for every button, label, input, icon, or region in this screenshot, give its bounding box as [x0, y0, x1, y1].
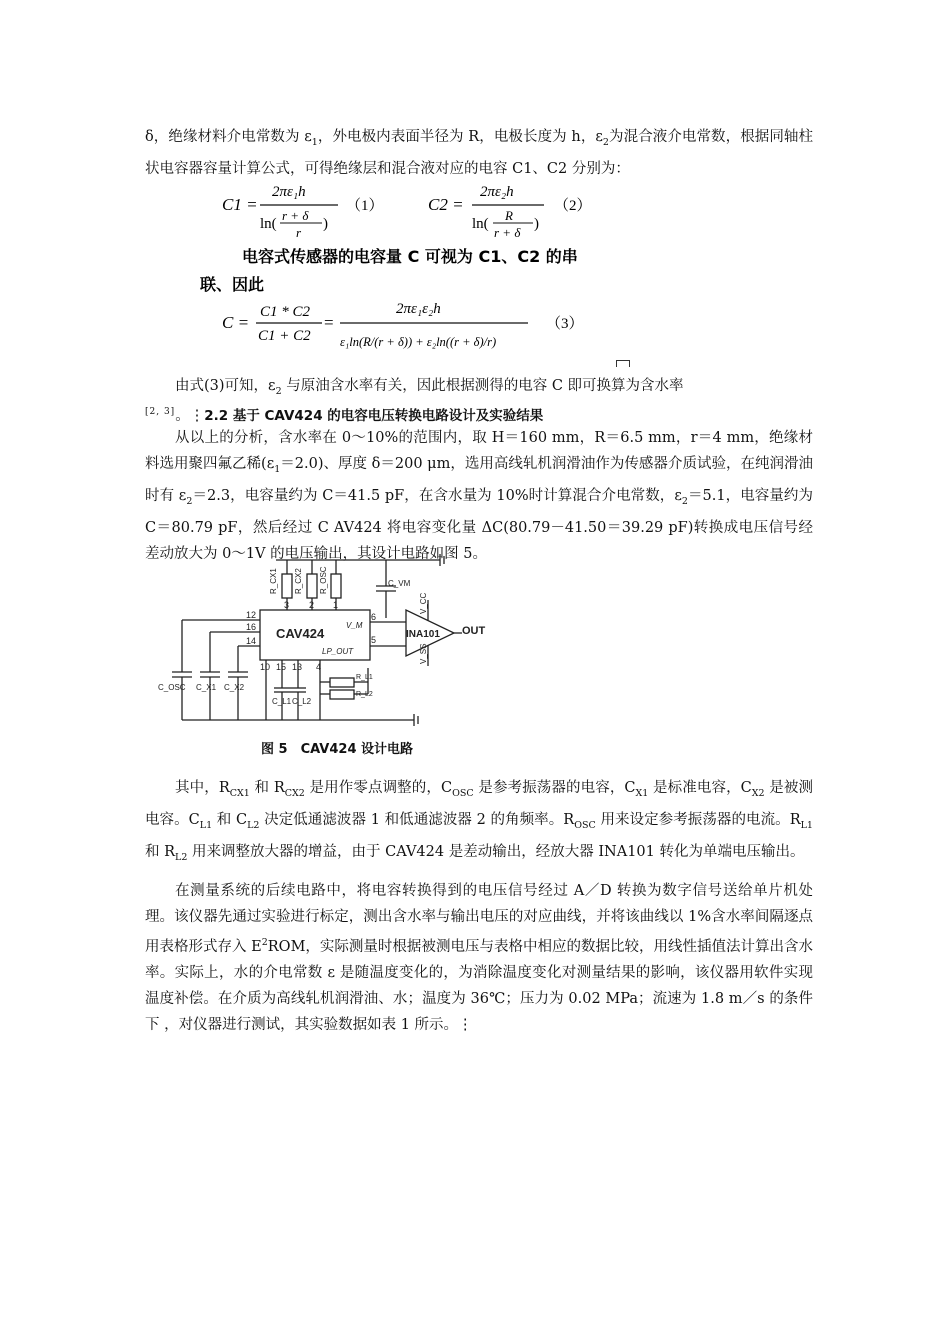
resistor-rosc: [331, 574, 341, 598]
equations-svg: [200, 178, 630, 364]
label-rosc: R_OSC: [319, 566, 328, 594]
label-rl2: R_L2: [356, 691, 373, 698]
amp-label: INA101: [406, 629, 440, 640]
p2-text-c: 。⋮: [175, 408, 205, 424]
scan-line-1: 电容式传感器的电容量 C 可视为 C1、C2 的串: [242, 247, 578, 266]
paragraph-5: 在测量系统的后续电路中，将电容转换得到的电压信号经过 A／D 转换为数字信号送给单片机处理。该仪器先通过实验进行标定，测出含水率与输出电压的对应曲线，并将该曲线以 1%含水率间隔逐点用表格形式存入 $E^2ROM$，实际测量时根据被测电压与表格中相应的数据比较，用线性插值法计算出含水率。实际上，水的介电常数 ε 是随温度变化的，为消除温度变化对测量结果的影响，该仪器用软件实现温度补偿。在介质为高线轧机润滑油、水；温度为 36℃；压力为 0.02 MPa；流速为 1.8 m／s 的条件下 ，对仪器进行测试，其实验数据如表 1 所示。⋮: [145, 883, 813, 1033]
label-rcx1: R_CX1: [269, 568, 278, 594]
subscript: 1: [274, 463, 281, 475]
p3-text-a: 从以上的分析，含水率在 0～10%的范围内，取 H＝160 mm，R＝6.5 mm，r＝4 mm，绝缘材料选用聚四氟乙稀(ε: [145, 430, 813, 472]
eq1-den-b: ): [323, 216, 328, 232]
pin-16: 16: [246, 622, 257, 632]
pin-13: 13: [292, 662, 303, 672]
subscript: 2: [186, 495, 193, 507]
eq2-num: 2πε₂h: [480, 184, 514, 200]
p1-text-c: 为混合液介电常数，根据同轴柱状电容器容量计算公式，可得绝缘层和混合液对应的电容 C1、C2 分别为：: [145, 129, 814, 177]
eq3-mid-den: C1 + C2: [258, 328, 311, 344]
label-rl1: R_L1: [356, 674, 373, 681]
p1-text-a: δ，绝缘材料介电常数为 ε: [145, 129, 312, 145]
citation: [2, 3]: [145, 407, 176, 417]
label-cvm: C_VM: [388, 579, 411, 588]
eq1-num: 2πε₁h: [272, 184, 306, 200]
subscript: 2: [275, 385, 282, 397]
label-cx2: C_X2: [224, 683, 245, 692]
pin-12: 12: [246, 610, 257, 620]
label-cosc: C_OSC: [158, 683, 186, 692]
label-vcc: V_CC: [419, 592, 428, 614]
resistor-rcx2: [307, 574, 317, 598]
label-out: OUT: [462, 625, 486, 637]
label-cx1: C_X1: [196, 683, 217, 692]
equations-figure: [200, 178, 630, 364]
eq2-den-frac-num: R: [505, 208, 513, 223]
paragraph-3: [145, 425, 813, 567]
eq3-lhs: C =: [222, 313, 250, 332]
pin-4: 4: [316, 662, 322, 672]
pin-15: 15: [276, 662, 287, 672]
paragraph-1: [145, 124, 813, 182]
eq3-mid-num: C1 * C2: [260, 304, 311, 320]
pin-2: 2: [309, 600, 315, 610]
p1-text-b: ，外电极内表面半径为 R，电极长度为 h，ε: [317, 129, 603, 145]
pin-1: 1: [333, 600, 339, 610]
resistor-rcx1: [282, 574, 292, 598]
p3-text-d: ＝5.1，电容量约为 C＝80.79 pF，然后经过 C AV424 将电容变化量 ΔC(80.79－41.50＝39.29 pF)转换成电压信号经差动放大为 0～1V 的电压输出，其设计电路如图 5。: [145, 487, 813, 562]
eq2-lhs: C2 =: [428, 195, 464, 214]
circuit-figure: [150, 548, 500, 768]
figure-caption: 图 5 CAV424 设计电路: [261, 742, 414, 757]
p3-text-c: ＝2.3，电容量约为 C＝41.5 pF，在含水量为 10%时计算混合介电常数，ε: [192, 487, 682, 504]
label-rcx2: R_CX2: [294, 568, 303, 594]
label-vss: V_SS: [419, 643, 428, 664]
p3-text-b: ＝2.0)、厚度 δ＝200 μm，选用高线轧机润滑油作为传感器介质试验，在纯润滑油时有 ε: [145, 456, 813, 504]
eq3-number: （3）: [546, 316, 584, 332]
label-lpout: LP_OUT: [322, 647, 354, 656]
pin-3: 3: [284, 600, 290, 610]
eq3-den: ε₁ln(R/(r + δ)) + ε₂ln((r + δ)/r): [340, 335, 497, 349]
subscript: 2: [681, 495, 688, 507]
eq1-lhs: C1 =: [222, 195, 258, 214]
pin-10: 10: [260, 662, 271, 672]
eq3-equals: =: [324, 313, 334, 332]
eq2-number: （2）: [554, 198, 592, 214]
section-heading: 2.2 基于 CAV424 的电容电压转换电路设计及实验结果: [204, 408, 544, 424]
circuit-svg: [150, 548, 500, 768]
pin-6: 6: [371, 612, 377, 622]
scan-corner-mark: [616, 360, 630, 367]
eq1-den-a: ln(: [260, 216, 277, 232]
pin-5: 5: [371, 635, 377, 645]
resistor-rl1: [330, 678, 354, 687]
p2-text-b: 与原油含水率有关，因此根据测得的电容 C 即可换算为含水率: [281, 378, 684, 394]
eq2-den-frac-den: r + δ: [494, 225, 521, 240]
resistor-rl2: [330, 690, 354, 699]
subscript: 1: [311, 136, 318, 148]
label-cl2: C_L2: [292, 697, 312, 706]
chip-label: CAV424: [276, 626, 325, 641]
eq2-den-b: ): [534, 216, 539, 232]
eq3-num: 2πε₁ε₂h: [396, 301, 441, 317]
pin-14: 14: [246, 636, 257, 646]
p2-text-a: 由式(3)可知，ε: [175, 378, 276, 394]
eq1-den-frac-den: r: [296, 225, 302, 240]
eq2-den-a: ln(: [472, 216, 489, 232]
subscript: 2: [602, 136, 609, 148]
eq1-number: （1）: [346, 198, 384, 214]
paragraph-4: 其中，$R_{CX1}$ 和 $R_{CX2}$ 是用作零点调整的，$C_{OSC}$ 是参考振荡器的电容，$C_{X1}$ 是标准电容，$C_{X2}$ 是被测电容。$C_{L1}$ 和 $C_{L2}$ 决定低通滤波器 1 和低通滤波器 2 的角频率。$R_{OSC}$ 用来设定参考振荡器的电流。$R_{L1}$ 和 $R_{L2}$ 用来调整放大器的增益，由于 CAV424 是差动输出，经放大器 INA101 转化为单端电压输出。: [145, 780, 814, 863]
scan-line-2: 联、因此: [200, 275, 265, 294]
label-vm: V_M: [346, 621, 363, 630]
label-cl1: C_L1: [272, 697, 292, 706]
eq1-den-frac-num: r + δ: [282, 208, 309, 223]
